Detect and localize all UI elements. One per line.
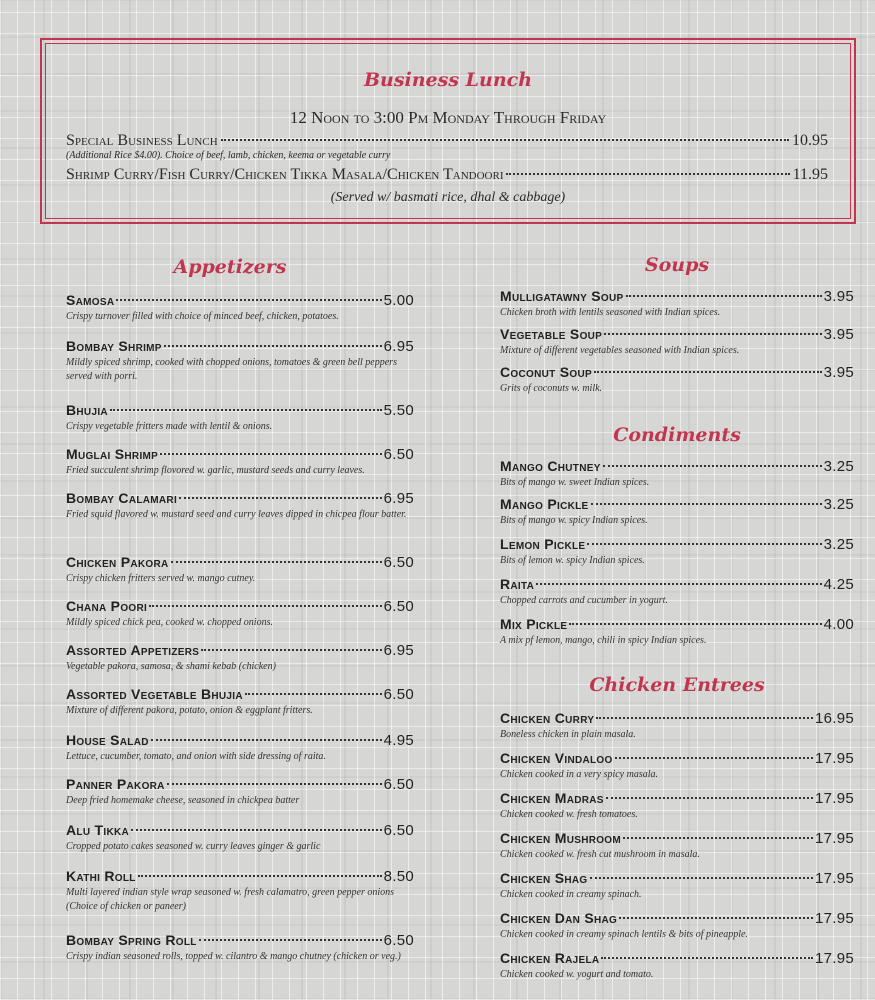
item-name: Mulligatawny Soup [500, 288, 624, 304]
menu-item [66, 932, 414, 964]
item-name: Chicken Rajela [500, 950, 600, 966]
item-description: Crispy turnover filled with choice of minced beef, chicken, potatoes. [66, 311, 339, 322]
dot-leader [604, 333, 821, 335]
dot-leader [506, 173, 789, 175]
dot-leader [536, 583, 821, 585]
item-name: Alu Tikka [66, 822, 130, 838]
item-description: Chicken cooked w. fresh tomatoes. [500, 809, 638, 820]
item-name: Muglai Shrimp [66, 446, 159, 462]
item-price: 4.00 [823, 616, 854, 633]
dot-leader [138, 875, 382, 877]
item-description: Deep fried homemake cheese, seasoned in chickpea batter [66, 795, 300, 806]
item-description: Chopped carrots and cucumber in yogurt. [500, 595, 668, 606]
item-name: Mix Pickle [500, 616, 568, 632]
menu-item [500, 830, 854, 862]
item-description: Chicken cooked in creamy spinach lentils & bits of pineapple. [500, 929, 748, 940]
dot-leader [601, 957, 813, 959]
item-description: Crispy indian seasoned rolls, topped w. cilantro & mango chutney (chicken or veg.) [66, 951, 401, 962]
dot-leader [199, 939, 382, 941]
dot-leader [171, 561, 382, 563]
item-price: 10.95 [792, 132, 828, 149]
item-description: Chicken broth with lentils seasoned with Indian spices. [500, 307, 721, 318]
condiments-title: Condiments [613, 424, 741, 446]
item-description: Bits of lemon w. spicy Indian spices. [500, 555, 645, 566]
menu-item [500, 870, 854, 902]
item-description: Vegetable pakora, samosa, & shami kebab (chicken) [66, 661, 276, 672]
item-description: Mildly spiced chick pea, cooked w. chopped onions. [66, 617, 273, 628]
item-price: 17.95 [814, 750, 854, 767]
dot-leader [151, 739, 382, 741]
item-price: 17.95 [814, 910, 854, 927]
menu-item [66, 686, 414, 718]
item-description: (Additional Rice $4.00). Choice of beef, lamb, chicken, keema or vegetable curry [66, 150, 391, 161]
dot-leader [221, 139, 789, 141]
item-description: Lettuce, cucumber, tomato, and onion with side dressing of raita. [66, 751, 326, 762]
item-name: Samosa [66, 292, 115, 308]
item-price: 3.95 [823, 288, 854, 305]
menu-item [500, 326, 854, 358]
item-price: 3.25 [823, 458, 854, 475]
item-name: Chicken Shag [500, 870, 588, 886]
dot-leader [596, 717, 813, 719]
item-name: Lemon Pickle [500, 536, 586, 552]
item-name: Bombay Shrimp [66, 338, 162, 354]
item-name: Chicken Pakora [66, 554, 169, 570]
item-description: Grits of coconuts w. milk. [500, 383, 603, 394]
item-name: Mango Chutney [500, 458, 601, 474]
dot-leader [110, 409, 382, 411]
dot-leader [179, 497, 382, 499]
item-price: 3.25 [823, 496, 854, 513]
dot-leader [615, 757, 813, 759]
item-description: Fried succulent shrimp flovored w. garlic, mustard seeds and curry leaves. [66, 465, 365, 476]
item-name: Shrimp Curry/Fish Curry/Chicken Tikka Masala/Chicken Tandoori [66, 166, 504, 183]
item-name: Chicken Curry [500, 710, 595, 726]
item-name: Chicken Madras [500, 790, 604, 806]
dot-leader [623, 837, 813, 839]
dot-leader [626, 295, 822, 297]
menu-item [66, 338, 414, 384]
menu-item [500, 790, 854, 822]
dot-leader [603, 465, 822, 467]
item-description: Crispy chicken fritters served w. mango cutney. [66, 573, 256, 584]
item-price: 4.25 [823, 576, 854, 593]
menu-item [500, 750, 854, 782]
item-price: 3.95 [823, 326, 854, 343]
dot-leader [619, 917, 813, 919]
dot-leader [590, 877, 813, 879]
item-price: 6.50 [383, 822, 414, 839]
menu-item [66, 776, 414, 808]
item-name: Panner Pakora [66, 776, 165, 792]
item-name: House Salad [66, 732, 149, 748]
item-name: Chicken Mushroom [500, 830, 622, 846]
chicken-entrees-title: Chicken Entrees [589, 674, 765, 696]
business-lunch-hours: 12 Noon to 3:00 Pm Monday Through Friday [289, 108, 607, 127]
item-description: Cropped potato cakes seasoned w. curry leaves ginger & garlic [66, 841, 321, 852]
dot-leader [149, 605, 382, 607]
item-name: Kathi Roll [66, 868, 136, 884]
item-price: 6.95 [383, 642, 414, 659]
item-price: 6.50 [383, 446, 414, 463]
menu-item [66, 490, 414, 522]
appetizers-title: Appetizers [173, 256, 287, 278]
item-description: A mix pf lemon, mango, chili in spicy Indian spices. [500, 635, 707, 646]
menu-item [500, 910, 854, 942]
menu-item-special-business-lunch [66, 132, 828, 150]
menu-item [66, 868, 414, 914]
item-price: 17.95 [814, 950, 854, 967]
appetizers-column [66, 250, 414, 995]
menu-item [500, 458, 854, 490]
item-price: 3.95 [823, 364, 854, 381]
menu-item [66, 292, 414, 324]
item-price: 8.50 [383, 868, 414, 885]
dot-leader [167, 783, 382, 785]
item-price: 6.50 [383, 686, 414, 703]
item-price: 3.25 [823, 536, 854, 553]
item-name: Chicken Dan Shag [500, 910, 618, 926]
menu-item [500, 950, 854, 982]
item-description: Mixture of different pakora, potato, onion & eggplant fritters. [66, 705, 313, 716]
dot-leader [591, 503, 822, 505]
item-description: Boneless chicken in plain masala. [500, 729, 636, 740]
item-price: 5.50 [383, 402, 414, 419]
dot-leader [164, 345, 382, 347]
menu-item [500, 616, 854, 648]
menu-item [500, 364, 854, 396]
dot-leader [587, 543, 821, 545]
dot-leader [594, 371, 822, 373]
item-description: Fried squid flavored w. mustard seed and curry leaves dipped in chicpea flour batter. [66, 509, 407, 520]
item-price: 6.95 [383, 490, 414, 507]
item-price: 16.95 [814, 710, 854, 727]
dot-leader [201, 649, 381, 651]
item-name: Mango Pickle [500, 496, 589, 512]
menu-item [500, 710, 854, 742]
item-name: Bombay Spring Roll [66, 932, 197, 948]
dot-leader [245, 693, 382, 695]
item-price: 17.95 [814, 790, 854, 807]
item-description: Chicken cooked w. yogurt and tomato. [500, 969, 654, 980]
dot-leader [131, 829, 382, 831]
item-price: 6.50 [383, 932, 414, 949]
item-description: Mixture of different vegetables seasoned with Indian spices. [500, 345, 740, 356]
menu-item [66, 446, 414, 478]
menu-item [500, 576, 854, 608]
item-name: Chicken Vindaloo [500, 750, 613, 766]
item-description: Bits of mango w. sweet Indian spices. [500, 477, 650, 488]
item-description: Chicken cooked w. fresh cut mushroom in masala. [500, 849, 700, 860]
item-price: 11.95 [792, 166, 828, 183]
business-lunch-note: (Served w/ basmati rice, dhal & cabbage) [330, 190, 566, 205]
dot-leader [606, 797, 813, 799]
item-price: 6.50 [383, 554, 414, 571]
item-name: Chana Poori [66, 598, 148, 614]
item-description: Bits of mango w. spicy Indian spices. [500, 515, 648, 526]
item-name: Vegetable Soup [500, 326, 603, 342]
item-description: Chicken cooked in creamy spinach. [500, 889, 642, 900]
item-price: 6.50 [383, 776, 414, 793]
item-name: Assorted Appetizers [66, 642, 200, 658]
menu-item [500, 496, 854, 528]
item-name: Bhujia [66, 402, 108, 418]
business-lunch-inner-border [45, 43, 851, 219]
item-name: Special Business Lunch [66, 132, 218, 149]
menu-item [66, 822, 414, 854]
business-lunch-box [40, 38, 856, 224]
item-name: Raita [500, 576, 535, 592]
menu-item [66, 732, 414, 764]
menu-item [66, 642, 414, 674]
item-name: Bombay Calamari [66, 490, 178, 506]
item-name: Coconut Soup [500, 364, 592, 380]
menu-item [66, 402, 414, 434]
soups-title: Soups [644, 254, 710, 276]
item-description: Mildly spiced shrimp, cooked with chopped onions, tomatoes & green bell peppers served with porri. [66, 357, 397, 382]
menu-item [500, 288, 854, 320]
menu-item [66, 598, 414, 630]
item-price: 4.95 [383, 732, 414, 749]
item-price: 17.95 [814, 830, 854, 847]
right-column [500, 250, 854, 995]
dot-leader [160, 453, 381, 455]
business-lunch-title: Business Lunch [363, 69, 533, 91]
menu-item-shrimp-fish-chicken [66, 166, 828, 184]
item-description: Chicken cooked in a very spicy masala. [500, 769, 659, 780]
menu-item [66, 554, 414, 586]
dot-leader [116, 299, 381, 301]
item-price: 17.95 [814, 870, 854, 887]
item-description: Crispy vegetable fritters made with lentil & onions. [66, 421, 273, 432]
menu-item [500, 536, 854, 568]
dot-leader [569, 623, 821, 625]
item-description: Multi layered indian style wrap seasoned w. fresh calamatro, green pepper onions (Choice of chicken or paneer) [66, 887, 395, 912]
item-price: 5.00 [383, 292, 414, 309]
item-name: Assorted Vegetable Bhujia [66, 686, 243, 702]
item-price: 6.95 [383, 338, 414, 355]
item-price: 6.50 [383, 598, 414, 615]
